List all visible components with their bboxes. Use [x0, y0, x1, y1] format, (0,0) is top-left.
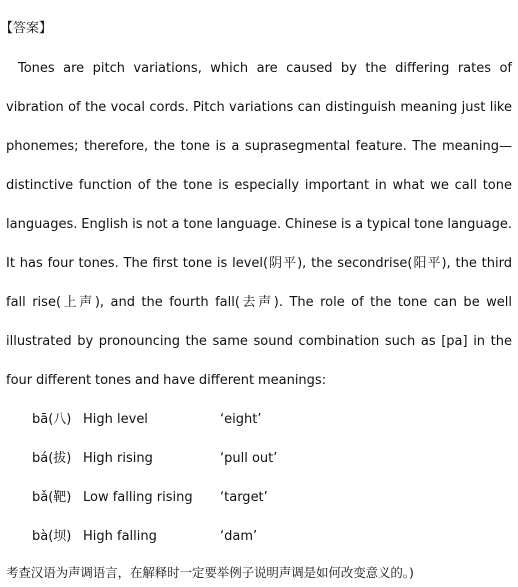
example-meaning: ‘dam’ [220, 529, 258, 544]
example-syllable: bá(拔) [32, 451, 72, 466]
tone-example-row [32, 400, 492, 439]
example-syllable: bǎ(靶) [32, 490, 72, 505]
tone-example-row [32, 478, 492, 517]
example-tone-description: High level [83, 412, 148, 427]
example-meaning: ‘eight’ [220, 412, 262, 427]
tone-example-list [32, 400, 492, 556]
example-syllable: bā(八) [32, 412, 72, 427]
example-syllable: bà(坝) [32, 529, 72, 544]
example-tone-description: High falling [83, 529, 157, 544]
tone-explanation-paragraph: Tones are pitch variations, which are caused by the differing rates of vibration of the vocal cords. Pitch variations can distinguish meaning just like phonemes; therefore, the tone is a suprasegmental feature. The meaning—distinctive function of the tone is especially important in what we call tone languages. English is not a tone language. Chinese is a typical tone language. It has four tones. The first tone is level(阴平), the secondrise(阳平), the third fall rise(上声), and the fourth fall(去声). The role of the tone can be well illustrated by pronouncing the same sound combination such as [pa] in the four different tones and have different meanings: [6, 61, 512, 388]
example-meaning: ‘target’ [220, 490, 268, 505]
example-meaning: ‘pull out’ [220, 451, 278, 466]
example-tone-description: High rising [83, 451, 153, 466]
answer-heading: 【答案】 [0, 21, 53, 36]
example-tone-description: Low falling rising [83, 490, 193, 505]
exam-note: 考查汉语为声调语言，在解释时一定要举例子说明声调是如何改变意义的。) [6, 565, 414, 580]
tone-example-row [32, 439, 492, 478]
tone-example-row [32, 517, 492, 556]
